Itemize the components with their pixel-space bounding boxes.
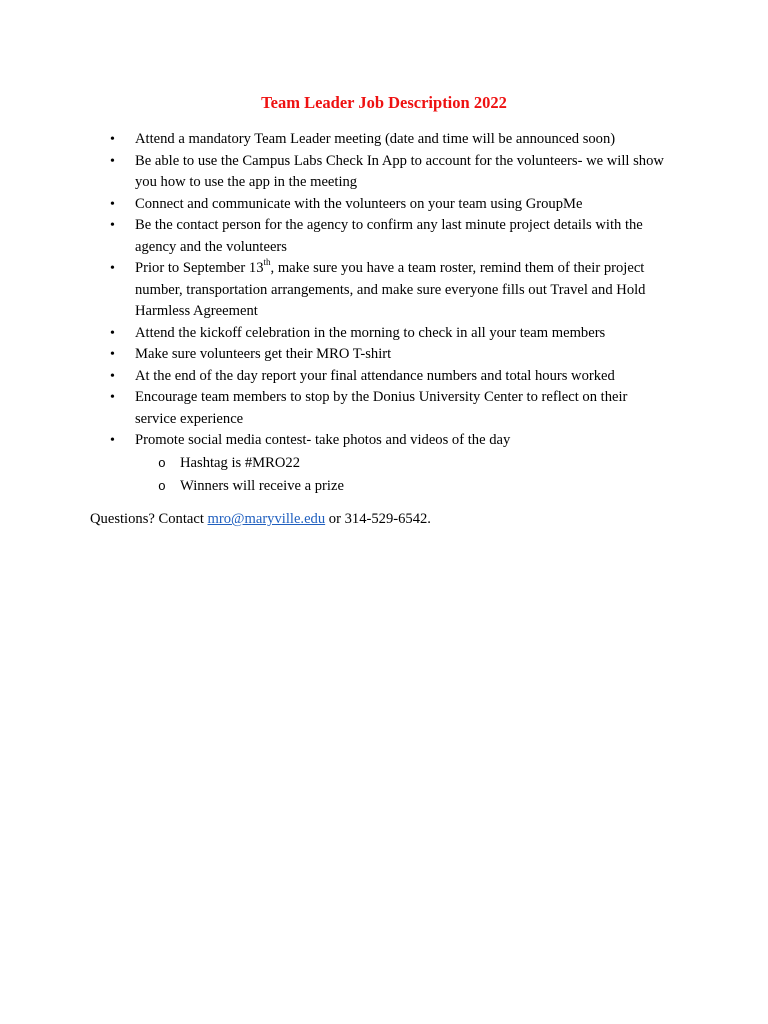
list-item-text: Attend the kickoff celebration in the morning to check in all your team members	[135, 324, 606, 341]
sub-bullet-icon: o	[158, 455, 166, 471]
list-item-text: Attend a mandatory Team Leader meeting (date and time will be announced soon)	[135, 131, 616, 147]
bullet-icon: •	[110, 132, 115, 147]
job-duties-list	[110, 129, 670, 499]
email-link[interactable]: mro@maryville.edu	[207, 511, 326, 527]
list-item-text: Promote social media contest- take photos and videos of the day	[135, 432, 511, 448]
contact-prefix: Questions? Contact	[90, 511, 208, 527]
list-item-text-before: Prior to September 13	[135, 260, 264, 276]
contact-line	[90, 509, 431, 530]
contact-suffix: or 314-529-6542.	[325, 511, 431, 527]
list-item-text: Connect and communicate with the volunteers on your team using GroupMe	[135, 195, 583, 212]
list-item	[110, 344, 670, 366]
list-item-text-after: , make sure you have a team roster, remind them of their project number, transportation arrangements, and make sure everyone fills out Travel and Hold Harmless Agreement	[135, 260, 646, 319]
list-item-text: At the end of the day report your final attendance numbers and total hours worked	[135, 367, 615, 384]
list-item	[110, 258, 670, 323]
contest-details-list	[135, 452, 670, 499]
ordinal-superscript: th	[263, 257, 271, 267]
list-item-text: Be the contact person for the agency to confirm any last minute project details with the agency and the volunteers	[135, 217, 643, 255]
list-item	[110, 430, 670, 499]
sub-list-item-text: Hashtag is #MRO22	[180, 454, 300, 471]
list-item-text	[135, 257, 646, 319]
list-item-text: Encourage team members to stop by the Donius University Center to reflect on their service experience	[135, 389, 628, 427]
list-item-text: Be able to use the Campus Labs Check In App to account for the volunteers- we will show you how to use the app in the meeting	[135, 152, 664, 190]
list-item	[110, 366, 670, 388]
bullet-icon: •	[110, 196, 115, 212]
list-item	[110, 194, 670, 216]
bullet-icon: •	[110, 325, 115, 341]
list-item	[110, 129, 670, 151]
bullet-icon: •	[110, 153, 115, 169]
bullet-icon: •	[110, 368, 115, 384]
list-item	[110, 323, 670, 345]
sub-bullet-icon: o	[158, 479, 166, 494]
bullet-icon: •	[110, 390, 115, 405]
list-item-text: Make sure volunteers get their MRO T-shirt	[135, 346, 392, 362]
bullet-icon: •	[110, 218, 115, 233]
sub-list-item	[135, 452, 670, 476]
bullet-icon: •	[110, 347, 115, 362]
list-item	[110, 215, 670, 258]
page-title: Team Leader Job Description 2022	[261, 93, 507, 112]
bullet-icon: •	[110, 261, 115, 276]
list-item	[110, 151, 670, 194]
sub-list-item	[135, 475, 670, 499]
sub-list-item-text: Winners will receive a prize	[180, 478, 344, 494]
list-item	[110, 387, 670, 430]
bullet-icon: •	[110, 433, 115, 448]
